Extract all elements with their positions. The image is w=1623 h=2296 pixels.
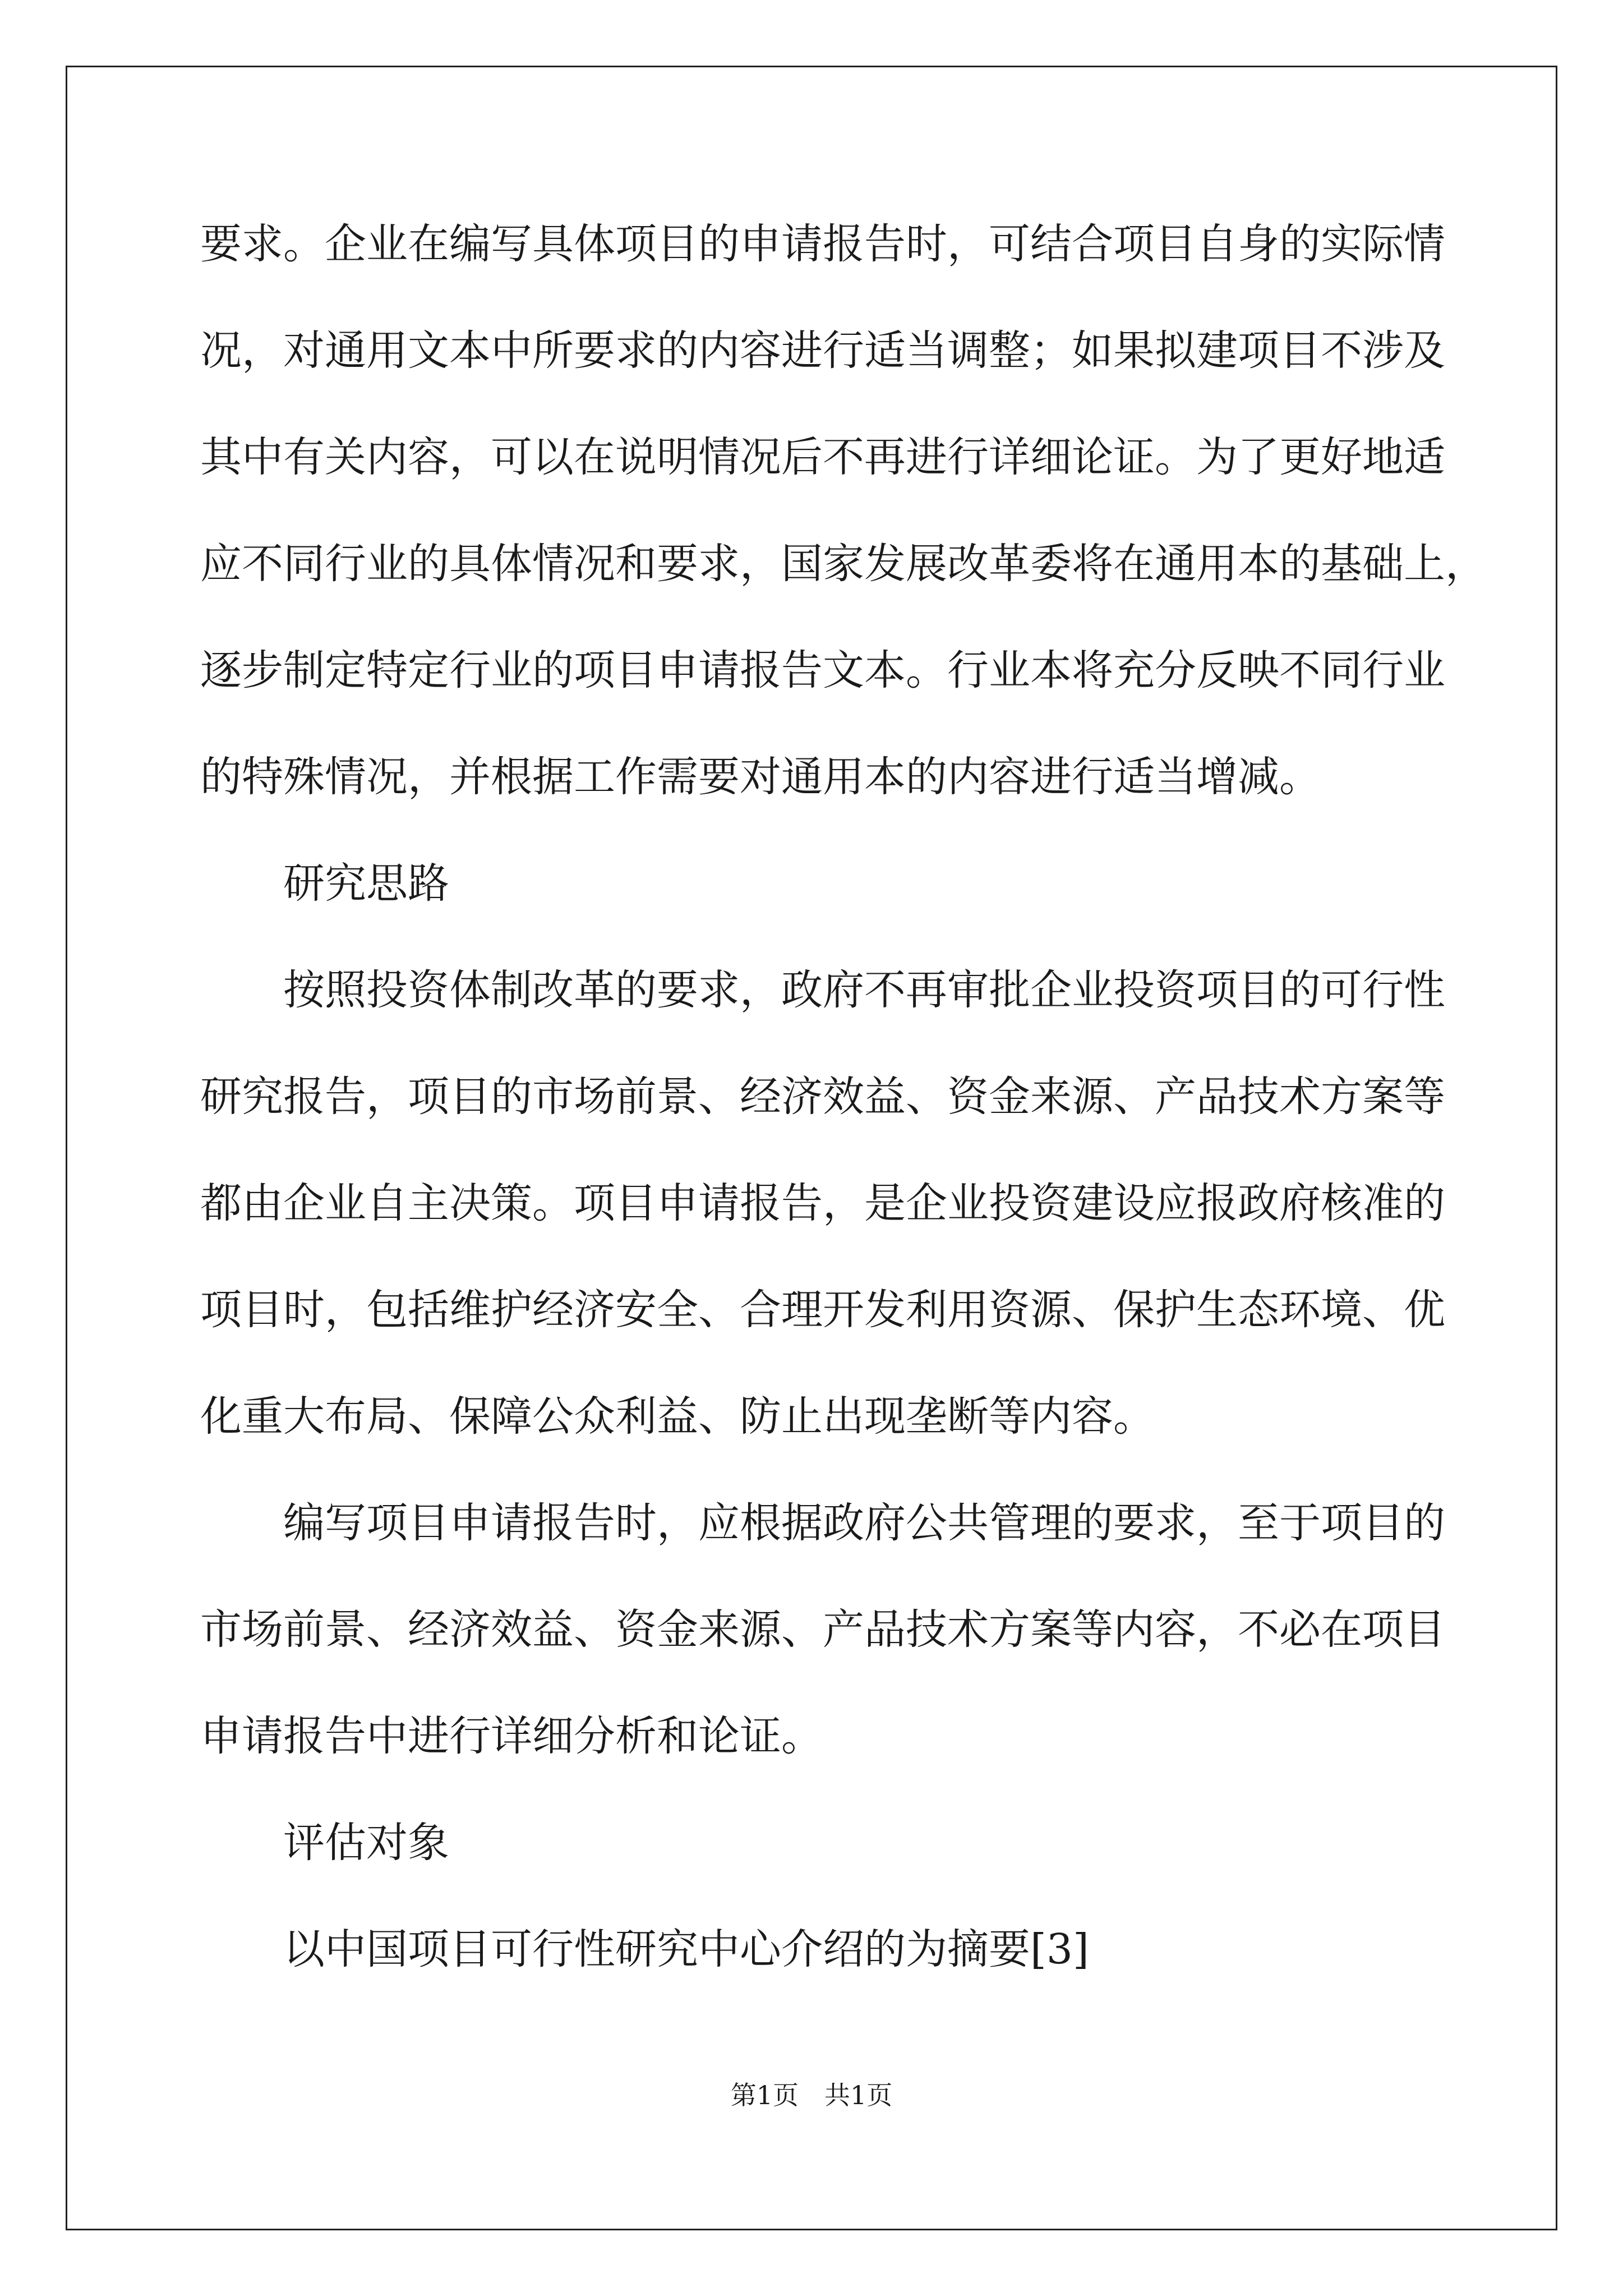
text-line: 要求。企业在编写具体项目的申请报告时，可结合项目自身的实际情 [200, 220, 1445, 268]
text-line: 项目时，包括维护经济安全、合理开发利用资源、保护生态环境、优 [200, 1286, 1445, 1334]
text-line: 研究报告，项目的市场前景、经济效益、资金来源、产品技术方案等 [200, 1073, 1445, 1121]
text-line: 的特殊情况，并根据工作需要对通用本的内容进行适当增减。 [200, 753, 1321, 801]
page-footer [0, 2078, 1623, 2112]
text-line: 其中有关内容，可以在说明情况后不再进行详细论证。为了更好地适 [200, 433, 1445, 481]
text-line: 按照投资体制改革的要求，政府不再审批企业投资项目的可行性 [283, 966, 1445, 1014]
text-line: 编写项目申请报告时，应根据政府公共管理的要求，至于项目的 [283, 1499, 1445, 1547]
text-line: 应不同行业的具体情况和要求，国家发展改革委将在通用本的基础上， [200, 540, 1487, 588]
text-line: 都由企业自主决策。项目申请报告，是企业投资建设应报政府核准的 [200, 1179, 1445, 1227]
page-total: 共1页 [824, 2080, 893, 2110]
document-body [200, 213, 1487, 2025]
page-number: 第1页 [730, 2080, 799, 2110]
text-line: 逐步制定特定行业的项目申请报告文本。行业本将充分反映不同行业 [200, 646, 1445, 694]
text-line: 以中国项目可行性研究中心介绍的为摘要[3] [283, 1925, 1089, 1973]
section-heading: 评估对象 [283, 1819, 449, 1867]
text-line: 市场前景、经济效益、资金来源、产品技术方案等内容，不必在项目 [200, 1605, 1445, 1654]
text-line: 化重大布局、保障公众利益、防止出现垄断等内容。 [200, 1392, 1155, 1441]
section-heading: 研究思路 [283, 859, 449, 908]
text-line: 申请报告中进行详细分析和论证。 [200, 1712, 823, 1760]
text-line: 况，对通用文本中所要求的内容进行适当调整；如果拟建项目不涉及 [200, 326, 1445, 375]
